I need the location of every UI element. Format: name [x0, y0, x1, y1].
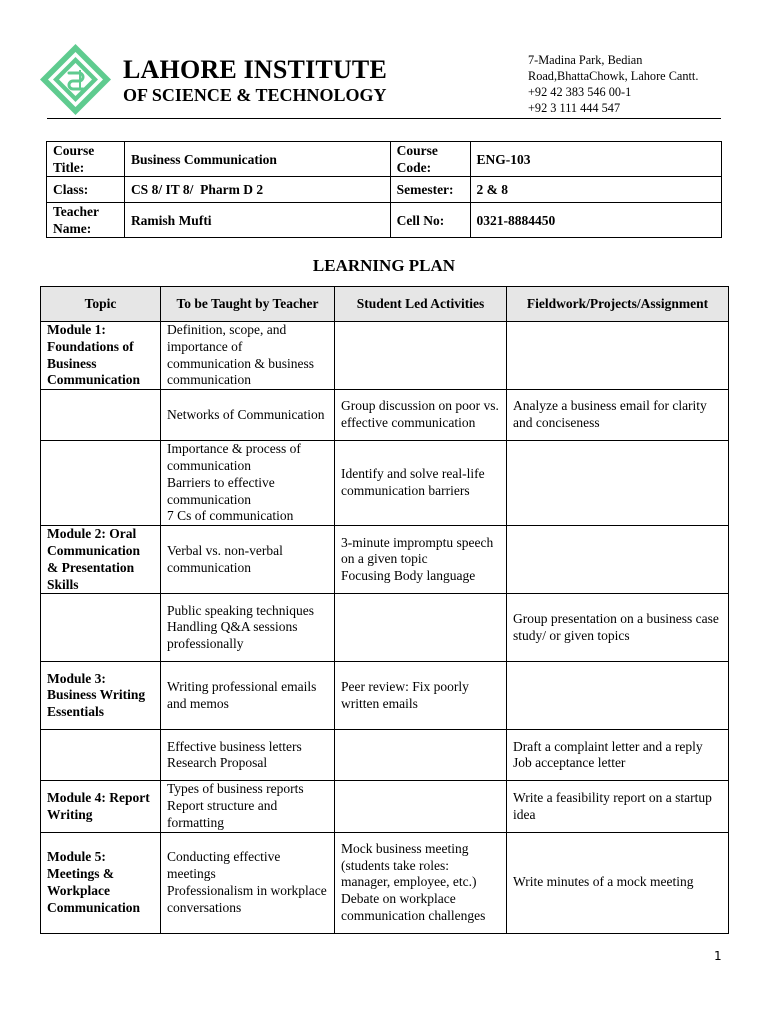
course-info-row — [47, 142, 722, 177]
course-info-table — [46, 141, 722, 238]
plan-student-cell — [335, 441, 507, 526]
plan-fieldwork-cell — [507, 322, 729, 390]
plan-student-cell — [335, 594, 507, 662]
class-value: CS 8/ IT 8/ Pharm D 2 — [124, 177, 390, 203]
plan-row — [41, 322, 729, 390]
plan-student-line: Identify and solve real-life communication barriers — [341, 466, 485, 499]
plan-topic-cell — [41, 441, 161, 526]
plan-topic-cell: Module 5: Meetings & Workplace Communication — [41, 832, 161, 933]
plan-student-cell — [335, 322, 507, 390]
plan-teacher-cell — [161, 390, 335, 441]
plan-student-line: Group discussion on poor vs. effective communication — [341, 398, 499, 431]
institute-subtitle: OF SCIENCE & TECHNOLOGY — [123, 85, 387, 105]
plan-topic-cell — [41, 730, 161, 781]
plan-topic-cell: Module 3: Business Writing Essentials — [41, 662, 161, 730]
institute-name: LAHORE INSTITUTE — [123, 55, 387, 84]
teacher-label: Teacher Name: — [47, 203, 125, 238]
col-header-fieldwork: Fieldwork/Projects/Assignment — [507, 287, 729, 322]
plan-fieldwork-line: Draft a complaint letter and a reply — [513, 738, 703, 754]
plan-student-line: 3-minute impromptu speech on a given topic — [341, 534, 494, 567]
plan-teacher-line: Professionalism in workplace conversations — [167, 882, 327, 915]
institute-address — [528, 52, 698, 116]
plan-student-cell — [335, 730, 507, 781]
plan-student-line: Mock business meeting (students take roles: manager, employee, etc.) — [341, 840, 477, 890]
course-title-label: Course Title: — [47, 142, 125, 177]
plan-fieldwork-line: Job acceptance letter — [513, 755, 626, 771]
plan-row — [41, 730, 729, 781]
plan-fieldwork-line: Group presentation on a business case study/ or given topics — [513, 611, 719, 643]
semester-label: Semester: — [390, 177, 470, 203]
course-code-label: Course Code: — [390, 142, 470, 177]
plan-teacher-cell — [161, 526, 335, 594]
course-code-value: ENG-103 — [470, 142, 721, 177]
course-title-value: Business Communication — [124, 142, 390, 177]
plan-teacher-line: Writing professional emails and memos — [167, 679, 317, 711]
plan-row — [41, 441, 729, 526]
institute-logo — [39, 43, 112, 116]
plan-student-line: Debate on workplace communication challenges — [341, 891, 486, 923]
page-number: 1 — [714, 949, 722, 963]
plan-body — [41, 322, 729, 934]
class-label: Class: — [47, 177, 125, 203]
plan-row — [41, 526, 729, 594]
plan-topic-cell — [41, 390, 161, 441]
plan-teacher-line: Handling Q&A sessions professionally — [167, 619, 298, 652]
plan-topic-cell: Module 2: Oral Communication & Presentation Skills — [41, 526, 161, 594]
plan-teacher-line: Report structure and formatting — [167, 798, 278, 830]
plan-fieldwork-cell — [507, 730, 729, 781]
plan-student-cell — [335, 662, 507, 730]
plan-teacher-line: Networks of Communication — [167, 406, 325, 422]
col-header-student: Student Led Activities — [335, 287, 507, 322]
plan-fieldwork-line: Analyze a business email for clarity and conciseness — [513, 398, 707, 431]
learning-plan-title: LEARNING PLAN — [312, 256, 456, 275]
plan-teacher-line: Definition, scope, and importance of communication & business communication — [167, 322, 314, 388]
cell-label: Cell No: — [390, 203, 470, 238]
address-line: Road,BhattaChowk, Lahore Cantt. — [528, 69, 699, 83]
plan-student-cell — [335, 390, 507, 441]
plan-student-cell — [335, 781, 507, 832]
plan-fieldwork-cell — [507, 662, 729, 730]
plan-teacher-line: Conducting effective meetings — [167, 849, 281, 881]
learning-plan-table — [40, 286, 729, 934]
plan-student-cell — [335, 832, 507, 933]
plan-teacher-line: Effective business letters — [167, 738, 302, 754]
header-divider — [47, 118, 721, 119]
course-info-row — [47, 203, 722, 238]
cell-value: 0321-8884450 — [470, 203, 721, 238]
plan-row — [41, 662, 729, 730]
plan-topic-cell: Module 4: Report Writing — [41, 781, 161, 832]
plan-teacher-line: 7 Cs of communication — [167, 508, 294, 524]
diamond-logo-icon — [39, 43, 112, 116]
plan-fieldwork-cell — [507, 390, 729, 441]
phone-line: +92 3 111 444 547 — [528, 101, 621, 115]
plan-fieldwork-line: Write minutes of a mock meeting — [513, 874, 694, 890]
plan-row — [41, 781, 729, 832]
plan-teacher-cell — [161, 322, 335, 390]
plan-teacher-cell — [161, 594, 335, 662]
phone-line: +92 42 383 546 00-1 — [528, 85, 632, 99]
plan-teacher-line: Public speaking techniques — [167, 602, 314, 618]
plan-teacher-line: Verbal vs. non-verbal communication — [167, 542, 283, 575]
plan-teacher-cell — [161, 832, 335, 933]
plan-topic-cell — [41, 594, 161, 662]
col-header-teacher: To be Taught by Teacher — [161, 287, 335, 322]
teacher-value: Ramish Mufti — [124, 203, 390, 238]
plan-fieldwork-cell — [507, 526, 729, 594]
plan-fieldwork-line: Write a feasibility report on a startup idea — [513, 789, 712, 822]
plan-teacher-cell — [161, 730, 335, 781]
plan-row — [41, 594, 729, 662]
col-header-topic: Topic — [41, 287, 161, 322]
plan-teacher-line: Importance & process of communication — [167, 441, 301, 473]
plan-teacher-line: Types of business reports — [167, 781, 304, 797]
plan-fieldwork-cell — [507, 781, 729, 832]
plan-teacher-line: Research Proposal — [167, 755, 268, 771]
plan-student-line: Peer review: Fix poorly written emails — [341, 679, 469, 711]
plan-header-row — [41, 287, 729, 322]
plan-student-line: Focusing Body language — [341, 568, 476, 584]
course-info-row — [47, 177, 722, 203]
plan-fieldwork-cell — [507, 832, 729, 933]
plan-teacher-line: Barriers to effective communication — [167, 474, 275, 507]
address-line: 7-Madina Park, Bedian — [528, 53, 643, 67]
plan-topic-cell: Module 1: Foundations of Business Communication — [41, 322, 161, 390]
plan-fieldwork-cell — [507, 441, 729, 526]
plan-teacher-cell — [161, 441, 335, 526]
plan-fieldwork-cell — [507, 594, 729, 662]
plan-row — [41, 390, 729, 441]
plan-student-cell — [335, 526, 507, 594]
plan-teacher-cell — [161, 662, 335, 730]
plan-teacher-cell — [161, 781, 335, 832]
semester-value: 2 & 8 — [470, 177, 721, 203]
plan-row — [41, 832, 729, 933]
